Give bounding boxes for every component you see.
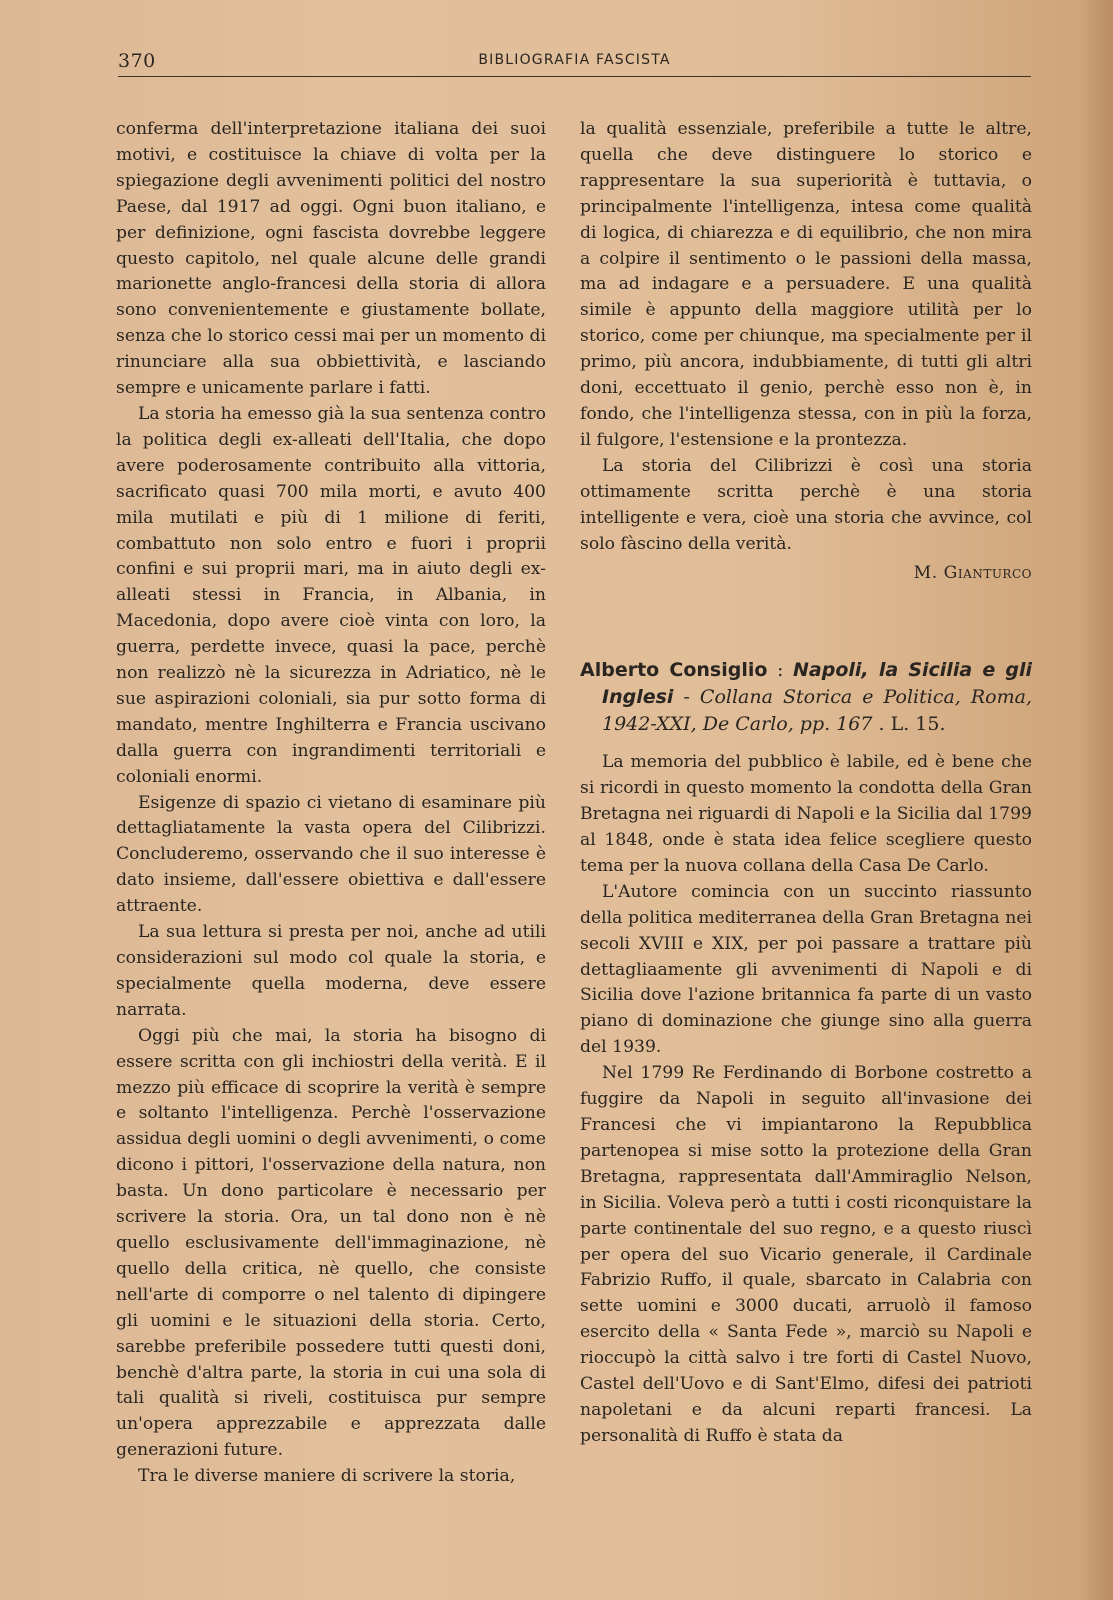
review-author: Alberto Consiglio bbox=[580, 659, 768, 682]
review-book-details: Collana Storica e Politica, Roma, 1942-XXI, De Carlo, pp. 167 bbox=[602, 686, 1032, 736]
header-rule bbox=[118, 76, 1031, 77]
paragraph: Oggi più che mai, la storia ha bisogno di essere scritta con gli inchiostri della verità. E il mezzo più efficace di scoprire la verità è sempre e soltanto l'intelligenza. Perchè l'osservazione assidua degli uomini o degli avvenimenti, o come dicono i pittori, l'osservazione della natura, non basta. Un dono particolare è necessario per scrivere la storia. Ora, un tal dono non è nè quello esclusivamente dell'immaginazione, nè quello della critica, nè quello, che consiste nell'arte di comporre o nel talento di dipingere gli uomini e le situazioni della storia. Certo, sarebbe preferibile possedere tutti questi doni, benchè d'altra parte, la storia in cui una sola di tali qualità si riveli, costituisca pur sempre un'opera apprezzabile e apprezzata dalle generazioni future. bbox=[116, 1025, 546, 1461]
paragraph: Nel 1799 Re Ferdinando di Borbone costretto a fuggire da Napoli in seguito all'invasione dei Francesi che vi impiantarono la Repubblica partenopea si mise sotto la protezione della Gran Bretagna, rappresentata dall'Ammiraglio Nelson, in Sicilia. Voleva però a tutti i costi riconquistare la parte continentale del suo regno, e a questo riuscì per opera del suo Vicario generale, il Cardinale Fabrizio Ruffo, il quale, sbarcato in Calabria con sette uomini e 3000 ducati, arruolò il famoso esercito della « Santa Fede », marciò su Napoli e rioccupò la città salvo i tre forti di Castel Nuovo, Castel dell'Uovo e di Sant'Elmo, difesi dei patrioti napoletani e da alcuni reparti francesi. La personalità di Ruffo è stata da bbox=[580, 1063, 1032, 1446]
paragraph: La memoria del pubblico è labile, ed è bene che si ricordi in questo momento la condotta della Gran Bretagna nei riguardi di Napoli e la Sicilia dal 1799 al 1848, onde è stata idea felice scegliere questo tema per la nuova collana della Casa De Carlo. bbox=[580, 752, 1032, 876]
paragraph: La storia ha emesso già la sua sentenza contro la politica degli ex-alleati dell'Italia, che dopo avere poderosamente contribuito alla vittoria, sacrificato quasi 700 mila morti, e avuto 400 mila mutilati e più di 1 milione di feriti, combattuto non solo entro e fuori i proprii confini e sui proprii mari, ma in aiuto degli ex-alleati stessi in Francia, in Albania, in Macedonia, dopo avere cioè vinta con loro, la guerra, perdette invece, quasi la pace, perchè non realizzò nè la sicurezza in Adriatico, nè le sue aspirazioni coloniali, sia pur sotto forma di mandato, mentre Inghilterra e Francia uscivano dalla guerra con ingrandimenti territoriali e coloniali enormi. bbox=[116, 403, 547, 787]
paragraph: L'Autore comincia con un succinto riassunto della politica mediterranea della Gran Bretagna nei secoli XVIII e XIX, per poi passare a trattare più dettagliaamente gli avvenimenti di Napoli e di Sicilia dove l'azione britannica fa parte di un vasto piano di dominazione che giunge sino alla guerra del 1939. bbox=[580, 881, 1032, 1058]
review-book-price: . L. 15. bbox=[872, 713, 946, 736]
review-heading: Alberto Consiglio : Napoli, la Sicilia e gli Inglesi - Collana Storica e Politica, Roma, 1942-XXI, De Carlo, pp. 167 . L. 15. bbox=[580, 659, 1033, 736]
page-number: 370 bbox=[118, 50, 156, 72]
review-signature: M. Gianturco bbox=[913, 563, 1032, 584]
paragraph: La sua lettura si presta per noi, anche ad utili considerazioni sul modo col quale la storia, e specialmente quella moderna, deve essere narrata. bbox=[116, 922, 546, 1020]
paragraph: Tra le diverse maniere di scrivere la storia, bbox=[138, 1466, 516, 1487]
paragraph: la qualità essenziale, preferibile a tutte le altre, quella che deve distinguere lo storico e rappresentare la sua superiorità è tuttavia, o principalmente l'intelligenza, intesa come qualità di logica, di chiarezza e di equilibrio, che non mira a colpire il sentimento o le passioni della massa, ma ad indagare e a persuadere. E una qualità simile è appunto della maggiore utilità per lo storico, come per chiunque, ma specialmente per il primo, più ancora, indubbiamente, di tutti gli altri doni, eccettuato il genio, perchè esso non è, in fondo, che l'intelligenza stessa, con in più la forza, il fulgore, l'estensione e la prontezza. bbox=[580, 119, 1032, 450]
paragraph: Esigenze di spazio ci vietano di esaminare più dettagliatamente la vasta opera del Cilibrizzi. Concluderemo, osservando che il suo interesse è dato insieme, dall'essere obiettiva e dall'essere attraente. bbox=[116, 792, 546, 917]
running-title: BIBLIOGRAFIA FASCISTA bbox=[478, 52, 671, 68]
paragraph: La storia del Cilibrizzi è così una storia ottimamente scritta perchè è una storia intelligente e vera, cioè una storia che avvince, col solo fàscino della verità. bbox=[580, 455, 1032, 554]
review-book-title: Napoli, la Sicilia e gli Inglesi bbox=[602, 659, 1033, 709]
review-separator: : bbox=[767, 659, 794, 682]
left-column bbox=[116, 117, 546, 1490]
right-column bbox=[580, 117, 1032, 1450]
paragraph: conferma dell'interpretazione italiana dei suoi motivi, e costituisce la chiave di volta per la spiegazione degli avvenimenti politici del nostro Paese, dal 1917 ad oggi. Ogni buon italiano, e per definizione, ogni fascista dovrebbe leggere questo capitolo, nel quale alcune delle grandi marionette anglo-francesi della storia di allora sono convenientemente e giustamente bollate, senza che lo storico cessi mai per un momento di rinunciare alla sua obbiettività, e lasciando sempre e unicamente parlare i fatti. bbox=[116, 119, 546, 399]
